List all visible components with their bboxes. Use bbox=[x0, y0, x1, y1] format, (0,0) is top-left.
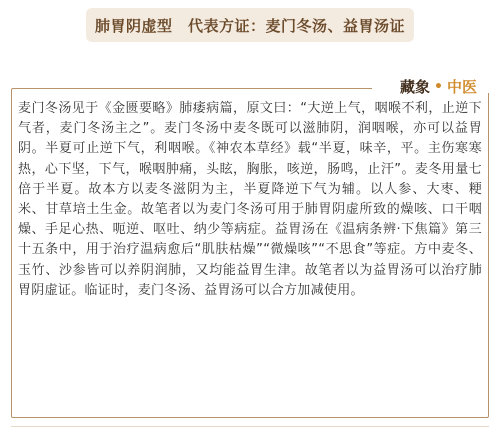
brand-part-1: 藏象 bbox=[400, 78, 431, 96]
brand-label bbox=[400, 76, 477, 97]
section-title: 肺胃阴虚型 代表方证：麦门冬汤、益胃汤证 bbox=[94, 16, 405, 35]
section-title-banner bbox=[86, 8, 414, 42]
brand-part-2: 中医 bbox=[446, 78, 477, 96]
article-body: 麦门冬汤见于《金匮要略》肺痿病篇，原文曰：“大逆上气，咽喉不利，止逆下气者，麦门冬汤主之”。麦门冬汤中麦冬既可以滋肺阴，润咽喉，亦可以益胃阴。半夏可止逆下气，利咽喉。《神农本草经》载“半夏，味辛，平。主伤寒寒热，心下坚，下气，喉咽肿痛，头眩，胸胀，咳逆，肠鸣，止汗”。麦冬用量七倍于半夏。故本方以麦冬滋阴为主，半夏降逆下气为辅。以人参、大枣、粳米、甘草培土生金。故笔者以为麦门冬汤可用于肺胃阴虚所致的燥咳、口干咽燥、手足心热、呃逆、呕吐、纳少等病症。益胃汤在《温病条辨·下焦篇》第三十五条中，用于治疗温病愈后“肌肤枯燥”“微燥咳”“不思食”等症。方中麦冬、玉竹、沙参皆可以养阴润肺，又均能益胃生津。故笔者以为益胃汤可以治疗肺胃阴虚证。临证时，麦门冬汤、益胃汤可以合方加减使用。 bbox=[18, 101, 482, 298]
brand-separator: • bbox=[434, 78, 443, 95]
bottom-divider bbox=[11, 426, 489, 427]
